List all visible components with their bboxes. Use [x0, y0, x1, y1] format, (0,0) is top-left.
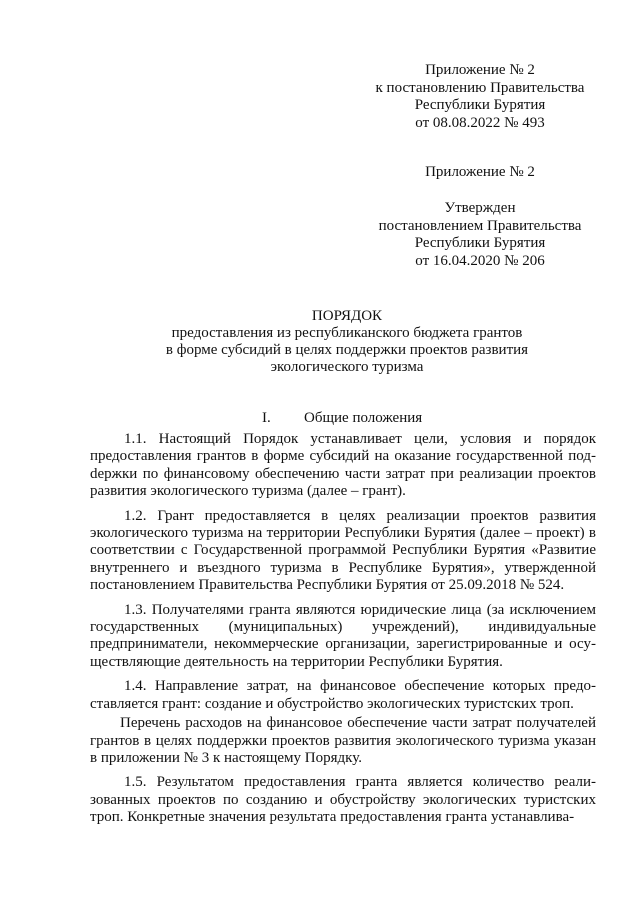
title-line1: предоставления из республиканского бюджета грантов	[171, 325, 523, 341]
appendix-current-block	[360, 62, 600, 132]
appendix-original-line1: Приложение № 2	[425, 164, 535, 180]
approved-line1: Утвержден	[444, 200, 516, 216]
approved-block	[360, 200, 600, 270]
approved-line2: постановлением Правительства	[378, 217, 582, 234]
paragraph-1-4: 1.4. Направление затрат, на финансовое обеспечение которых предоставляется грант: создание и обустройство экологических туристских троп.	[90, 678, 596, 712]
paragraph-1-5: 1.5. Результатом предоставления гранта является количество реализованных проектов по созданию и обустройству экологических туристских троп. Конкретные значения результата предоставления гранта устанавлива-	[90, 774, 596, 826]
title-line3: экологического туризма	[270, 359, 424, 375]
appendix-current-line3: Республики Бурятия	[414, 97, 546, 113]
document-body	[90, 431, 596, 834]
appendix-current-line4: от 08.08.2022 № 493	[415, 114, 545, 131]
section-name: Общие положения	[304, 410, 423, 426]
paragraph-1-1: 1.1. Настоящий Порядок устанавливает цели, условия и порядок предоставления грантов в форме субсидий на оказание государственной подdержки по финансовому обеспечению части затрат при реализации проектов развития экологического туризма (далее – грант).	[90, 431, 596, 500]
paragraph-1-4-list: Перечень расходов на финансовое обеспечение части затрат получателей грантов в целях поддержки проектов развития экологического туризма указан в приложении № 3 к настоящему Порядку.	[90, 715, 596, 766]
paragraph-1-2: 1.2. Грант предоставляется в целях реализации проектов развития экологического туризма на территории Республики Бурятия (далее – проект) в соответствии с Государственной программой Республики Бурятия «Развитие внутреннего и въездного туризма в Республике Бурятия», утвержденной постановлением Правительства Республики Бурятия от 25.09.2018 № 524.	[90, 507, 596, 594]
approved-line3: Республики Бурятия	[414, 235, 546, 251]
document-title	[90, 308, 604, 376]
appendix-current-line2: к постановлению Правительства	[375, 79, 585, 96]
section-number: I.	[262, 410, 271, 426]
paragraph-1-3: 1.3. Получателями гранта являются юридические лица (за исключением государственных (муниципальных) учреждений), индивидуальные предприниматели, некоммерческие организации, зарегистрированные и осуществляющие деятельность на территории Республики Бурятия.	[90, 601, 596, 670]
approved-line4: от 16.04.2020 № 206	[415, 252, 545, 269]
title-line2: в форме субсидий в целях поддержки проектов развития	[165, 342, 529, 358]
title-heading: ПОРЯДОК	[311, 308, 383, 324]
appendix-current-line1: Приложение № 2	[425, 62, 535, 78]
appendix-original-block	[360, 164, 600, 182]
